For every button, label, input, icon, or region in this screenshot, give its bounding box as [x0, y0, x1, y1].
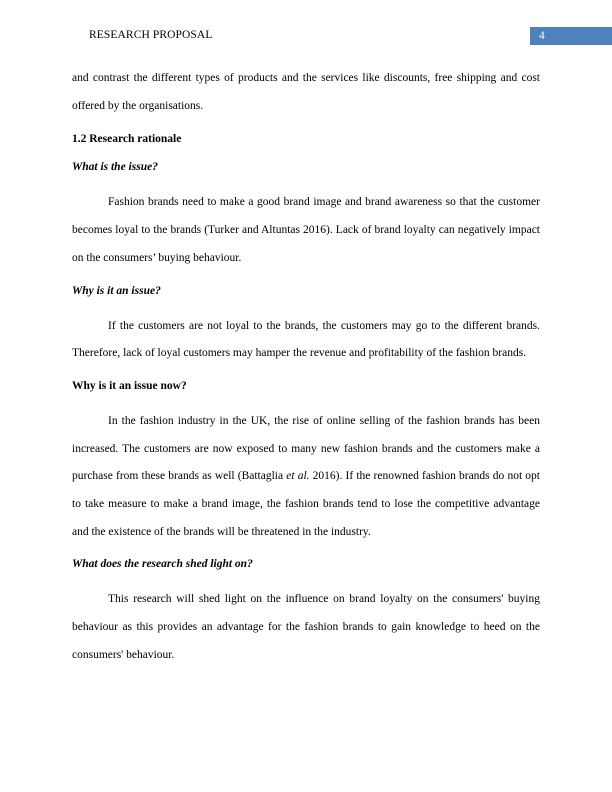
- citation-et-al: et al.: [286, 470, 310, 483]
- running-header-title: RESEARCH PROPOSAL: [89, 29, 213, 41]
- page-number: 4: [530, 27, 612, 45]
- intro-paragraph: and contrast the different types of products and the services like discounts, free shipping and cost offered by the organisations.: [72, 72, 540, 112]
- question-heading-why-issue-now: Why is it an issue now?: [72, 379, 187, 392]
- paragraph-why-issue-now: [72, 408, 540, 547]
- paragraph-what-is-issue: Fashion brands need to make a good brand image and brand awareness so that the customer becomes loyal to the brands (Turker and Altuntas 2016). Lack of brand loyalty can negatively impact on the consumers’ buying behaviour.: [72, 196, 540, 264]
- paragraph-why-issue: If the customers are not loyal to the brands, the customers may go to the different brands. Therefore, lack of loyal customers may hamper the revenue and profitability of the fashion brands.: [72, 319, 540, 360]
- paragraph-why-issue-now-part2: 2016). If the renowned fashion brands do not opt to take measure to make a brand image, the fashion brands tend to lose the competitive advantage and the existence of the brands will be threatened in the industry.: [72, 470, 540, 538]
- question-heading-why-issue: Why is it an issue?: [72, 284, 161, 297]
- question-heading-research-light: What does the research shed light on?: [72, 558, 253, 571]
- paragraph-research-light: This research will shed light on the influence on brand loyalty on the consumers' buying behaviour as this provides an advantage for the fashion brands to gain knowledge to heed on the consumers' behaviour.: [72, 593, 540, 661]
- paragraph-why-issue-now-part1: In the fashion industry in the UK, the rise of online selling of the fashion brands has been increased. The customers are now exposed to many new fashion brands and the customers make a purchase from these brands as well (Battaglia: [72, 414, 540, 483]
- section-heading: 1.2 Research rationale: [72, 133, 182, 146]
- document-body: [72, 65, 540, 670]
- question-heading-what-is-issue: What is the issue?: [72, 161, 158, 174]
